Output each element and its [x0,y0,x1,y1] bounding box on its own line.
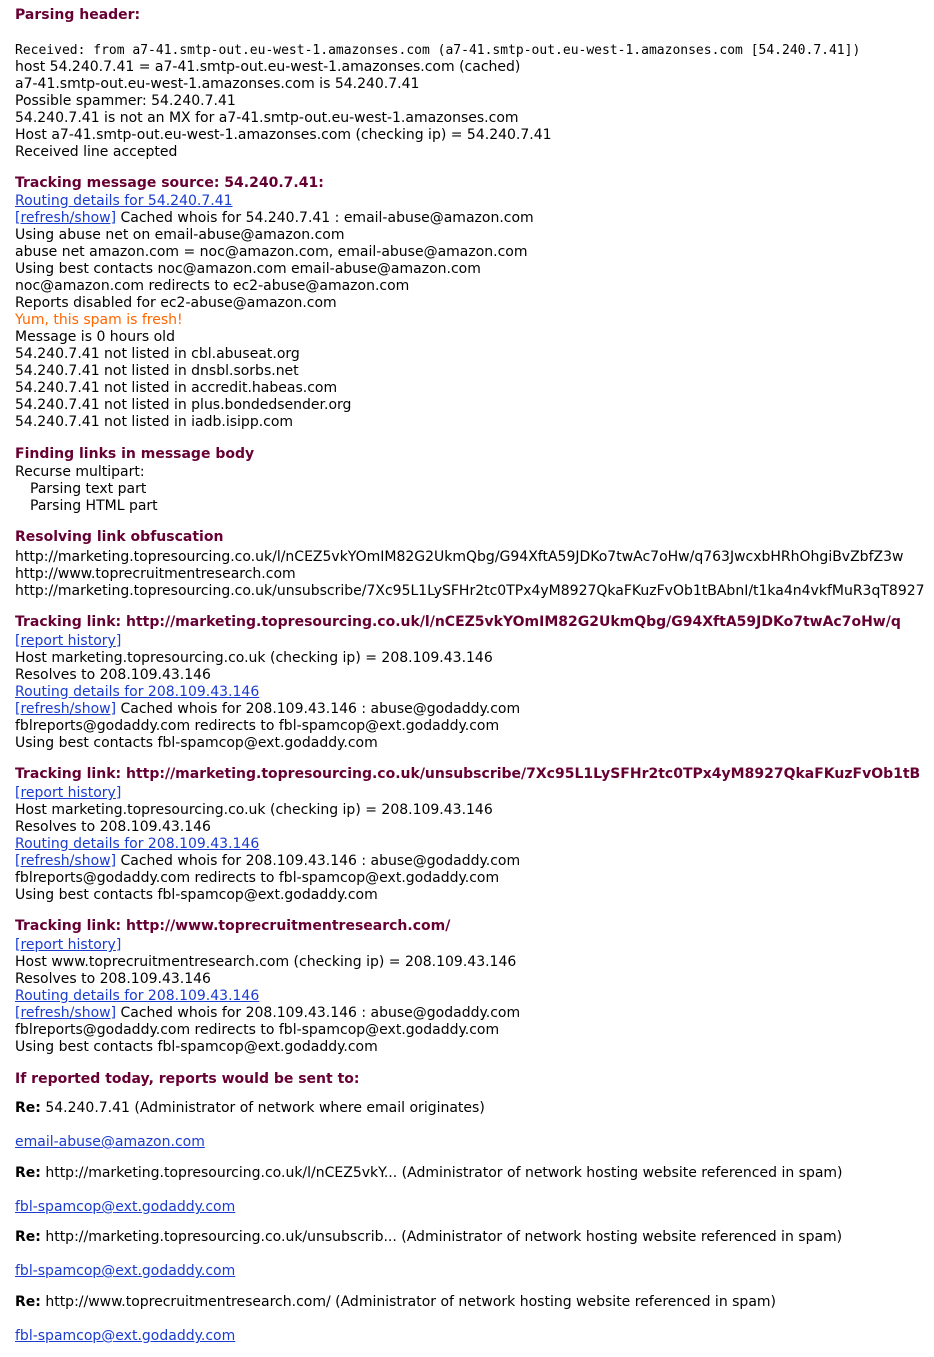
recurse-multipart: Recurse multipart: [15,464,145,480]
spamcop-report [15,0,934,1357]
tracking-link-heading: Tracking link: http://www.toprecruitmentresearch.com/ [15,918,451,934]
source-line: Using abuse net on email-abuse@amazon.com [15,227,345,243]
host-check-line: Host marketing.topresourcing.co.uk (checking ip) = 208.109.43.146 [15,802,493,818]
routing-details-link[interactable]: Routing details for 208.109.43.146 [15,684,260,700]
report-target [15,1165,843,1182]
refresh-show-link[interactable]: [refresh/show] [15,701,117,717]
blocklist-line: 54.240.7.41 not listed in dnsbl.sorbs.net [15,363,299,379]
cached-whois-text: Cached whois for 208.109.43.146 : abuse@godaddy.com [120,701,521,717]
fresh-spam-notice: Yum, this spam is fresh! [15,312,183,328]
refresh-show-link[interactable]: [refresh/show] [15,853,117,869]
report-email-link[interactable]: fbl-spamcop@ext.godaddy.com [15,1328,236,1344]
report-history-link[interactable]: [report history] [15,785,122,801]
resolved-url: http://marketing.topresourcing.co.uk/unsubscribe/7Xc95L1LySFHr2tc0TPx4yM8927QkaFKuzFvOb1tBAbnI/t1ka4n4vkfMuR3qT8927 [15,583,925,599]
resolves-line: Resolves to 208.109.43.146 [15,819,211,835]
best-contacts-line: Using best contacts fbl-spamcop@ext.godaddy.com [15,735,378,751]
resolves-line: Resolves to 208.109.43.146 [15,971,211,987]
blocklist-line: 54.240.7.41 not listed in accredit.habeas.com [15,380,338,396]
report-email-link[interactable]: fbl-spamcop@ext.godaddy.com [15,1263,236,1279]
tracking-link-heading: Tracking link: http://marketing.topresourcing.co.uk/l/nCEZ5vkYOmIM82G2UkmQbg/G94XftA59JDKo7twAc7oHw/q [15,614,901,630]
report-target-text: http://marketing.topresourcing.co.uk/l/nCEZ5vkY... (Administrator of network hosting website referenced in spam) [45,1165,843,1181]
header-line: host 54.240.7.41 = a7-41.smtp-out.eu-west-1.amazonses.com (cached) [15,59,521,75]
redirect-line: fblreports@godaddy.com redirects to fbl-spamcop@ext.godaddy.com [15,1022,500,1038]
best-contacts-line: Using best contacts fbl-spamcop@ext.godaddy.com [15,887,378,903]
blocklist-line: 54.240.7.41 not listed in plus.bondedsender.org [15,397,352,413]
report-history-link[interactable]: [report history] [15,937,122,953]
redirect-line: fblreports@godaddy.com redirects to fbl-spamcop@ext.godaddy.com [15,870,500,886]
source-line: Reports disabled for ec2-abuse@amazon.com [15,295,337,311]
parsing-text-part: Parsing text part [30,481,147,497]
report-history-link[interactable]: [report history] [15,633,122,649]
resolved-url: http://marketing.topresourcing.co.uk/l/nCEZ5vkYOmIM82G2UkmQbg/G94XftA59JDKo7twAc7oHw/q763JwcxbHRhOhgiBvZbfZ3w [15,549,904,565]
report-target [15,1294,776,1311]
report-target-text: 54.240.7.41 (Administrator of network where email originates) [45,1100,485,1116]
re-label: Re: [15,1229,41,1245]
header-line: Host a7-41.smtp-out.eu-west-1.amazonses.com (checking ip) = 54.240.7.41 [15,127,552,143]
source-line: noc@amazon.com redirects to ec2-abuse@amazon.com [15,278,410,294]
blocklist-line: 54.240.7.41 not listed in cbl.abuseat.org [15,346,300,362]
blocklist-line: 54.240.7.41 not listed in iadb.isipp.com [15,414,294,430]
cached-whois-text: Cached whois for 54.240.7.41 : email-abuse@amazon.com [120,210,534,226]
header-line: Received line accepted [15,144,178,160]
report-target [15,1100,485,1117]
redirect-line: fblreports@godaddy.com redirects to fbl-spamcop@ext.godaddy.com [15,718,500,734]
finding-links-heading: Finding links in message body [15,446,255,462]
routing-details-link[interactable]: Routing details for 208.109.43.146 [15,836,260,852]
best-contacts-line: Using best contacts fbl-spamcop@ext.godaddy.com [15,1039,378,1055]
header-line: 54.240.7.41 is not an MX for a7-41.smtp-out.eu-west-1.amazonses.com [15,110,519,126]
cached-whois-text: Cached whois for 208.109.43.146 : abuse@godaddy.com [120,853,521,869]
routing-details-link[interactable]: Routing details for 54.240.7.41 [15,193,233,209]
report-target-text: http://www.toprecruitmentresearch.com/ (Administrator of network hosting website referenced in spam) [45,1294,777,1310]
tracking-link-heading: Tracking link: http://marketing.topresourcing.co.uk/unsubscribe/7Xc95L1LySFHr2tc0TPx4yM8927QkaFKuzFvOb1tB [15,766,921,782]
refresh-show-link[interactable]: [refresh/show] [15,210,117,226]
parsing-header-heading: Parsing header: [15,7,141,23]
header-line: Possible spammer: 54.240.7.41 [15,93,236,109]
host-check-line: Host marketing.topresourcing.co.uk (checking ip) = 208.109.43.146 [15,650,493,666]
routing-details-link[interactable]: Routing details for 208.109.43.146 [15,988,260,1004]
refresh-show-link[interactable]: [refresh/show] [15,1005,117,1021]
resolving-heading: Resolving link obfuscation [15,529,224,545]
reports-heading: If reported today, reports would be sent to: [15,1071,360,1087]
report-target [15,1229,842,1246]
re-label: Re: [15,1165,41,1181]
report-email-link[interactable]: fbl-spamcop@ext.godaddy.com [15,1199,236,1215]
report-email-link[interactable]: email-abuse@amazon.com [15,1134,205,1150]
host-check-line: Host www.toprecruitmentresearch.com (checking ip) = 208.109.43.146 [15,954,517,970]
parsing-html-part: Parsing HTML part [30,498,158,514]
cached-whois-text: Cached whois for 208.109.43.146 : abuse@godaddy.com [120,1005,521,1021]
source-line: Using best contacts noc@amazon.com email-abuse@amazon.com [15,261,481,277]
report-target-text: http://marketing.topresourcing.co.uk/unsubscrib... (Administrator of network hosting website referenced in spam) [45,1229,843,1245]
source-line: Message is 0 hours old [15,329,175,345]
header-line: a7-41.smtp-out.eu-west-1.amazonses.com is 54.240.7.41 [15,76,420,92]
received-line: Received: from a7-41.smtp-out.eu-west-1.amazonses.com (a7-41.smtp-out.eu-west-1.amazonses.com [54.240.7.41]) [15,43,861,58]
re-label: Re: [15,1294,41,1310]
re-label: Re: [15,1100,41,1116]
source-line: abuse net amazon.com = noc@amazon.com, email-abuse@amazon.com [15,244,528,260]
resolves-line: Resolves to 208.109.43.146 [15,667,211,683]
resolved-url: http://www.toprecruitmentresearch.com [15,566,296,582]
tracking-source-heading: Tracking message source: 54.240.7.41: [15,175,324,191]
